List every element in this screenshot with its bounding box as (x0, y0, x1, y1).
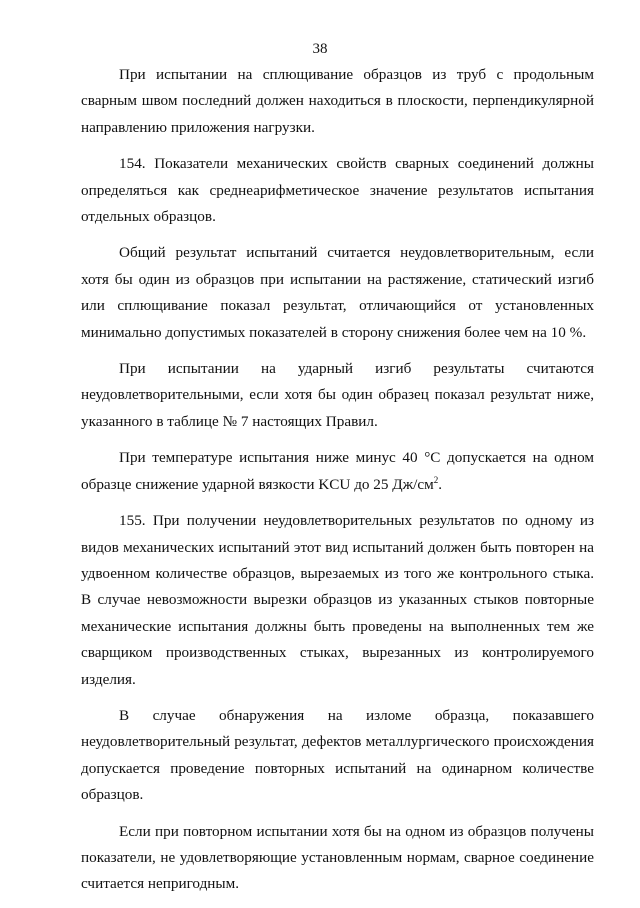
paragraph-155: 155. При получении неудовлетворительных результатов по одному из видов механических испытаний этот вид испытаний должен быть повторен на удвоенном количестве образцов, вырезаемых из того же контрольного стыка. В случае невозможности вырезки образцов из указанных стыков повторные механические испытания должны быть проведены на выполненных тем же сварщиком производственных стыках, вырезанных из контролируемого изделия. (81, 512, 594, 688)
document-body (81, 62, 594, 908)
superscript-square: 2 (433, 474, 439, 485)
paragraph-metallurgical-defects: В случае обнаружения на изломе образца, показавшего неудовлетворительный результат, дефектов металлургического происхождения допускается проведение повторных испытаний на одинарном количестве образцов. (81, 706, 594, 804)
paragraph-repeat-test: Если при повторном испытании хотя бы на одном из образцов получены показатели, не удовлетворяющие установленным нормам, сварное соединение считается непригодным. (81, 822, 594, 893)
paragraph-temperature (81, 445, 594, 498)
paragraph-impact-bending: При испытании на ударный изгиб результаты считаются неудовлетворительными, если хотя бы один образец показал результат ниже, указанного в таблице № 7 настоящих Правил. (81, 360, 594, 430)
paragraph-temperature-text: При температуре испытания ниже минус 40 °С допускается на одном образце снижение ударной вязкости KCU до 25 Дж/см (81, 449, 594, 493)
paragraph-temperature-tail: . (438, 475, 443, 493)
paragraph-flattening-test: При испытании на сплющивание образцов из труб с продольным сварным швом последний должен находиться в плоскости, перпендикулярной направлению приложения нагрузки. (81, 66, 594, 136)
paragraph-overall-result: Общий результат испытаний считается неудовлетворительным, если хотя бы один из образцов при испытании на растяжение, статический изгиб или сплющивание показал результат, отличающийся от установленных минимально допустимых показателей в сторону снижения более чем на 10 %. (81, 244, 594, 341)
paragraph-154: 154. Показатели механических свойств сварных соединений должны определяться как среднеарифметическое значение результатов испытания отдельных образцов. (81, 155, 594, 226)
page-number: 38 (312, 41, 328, 57)
